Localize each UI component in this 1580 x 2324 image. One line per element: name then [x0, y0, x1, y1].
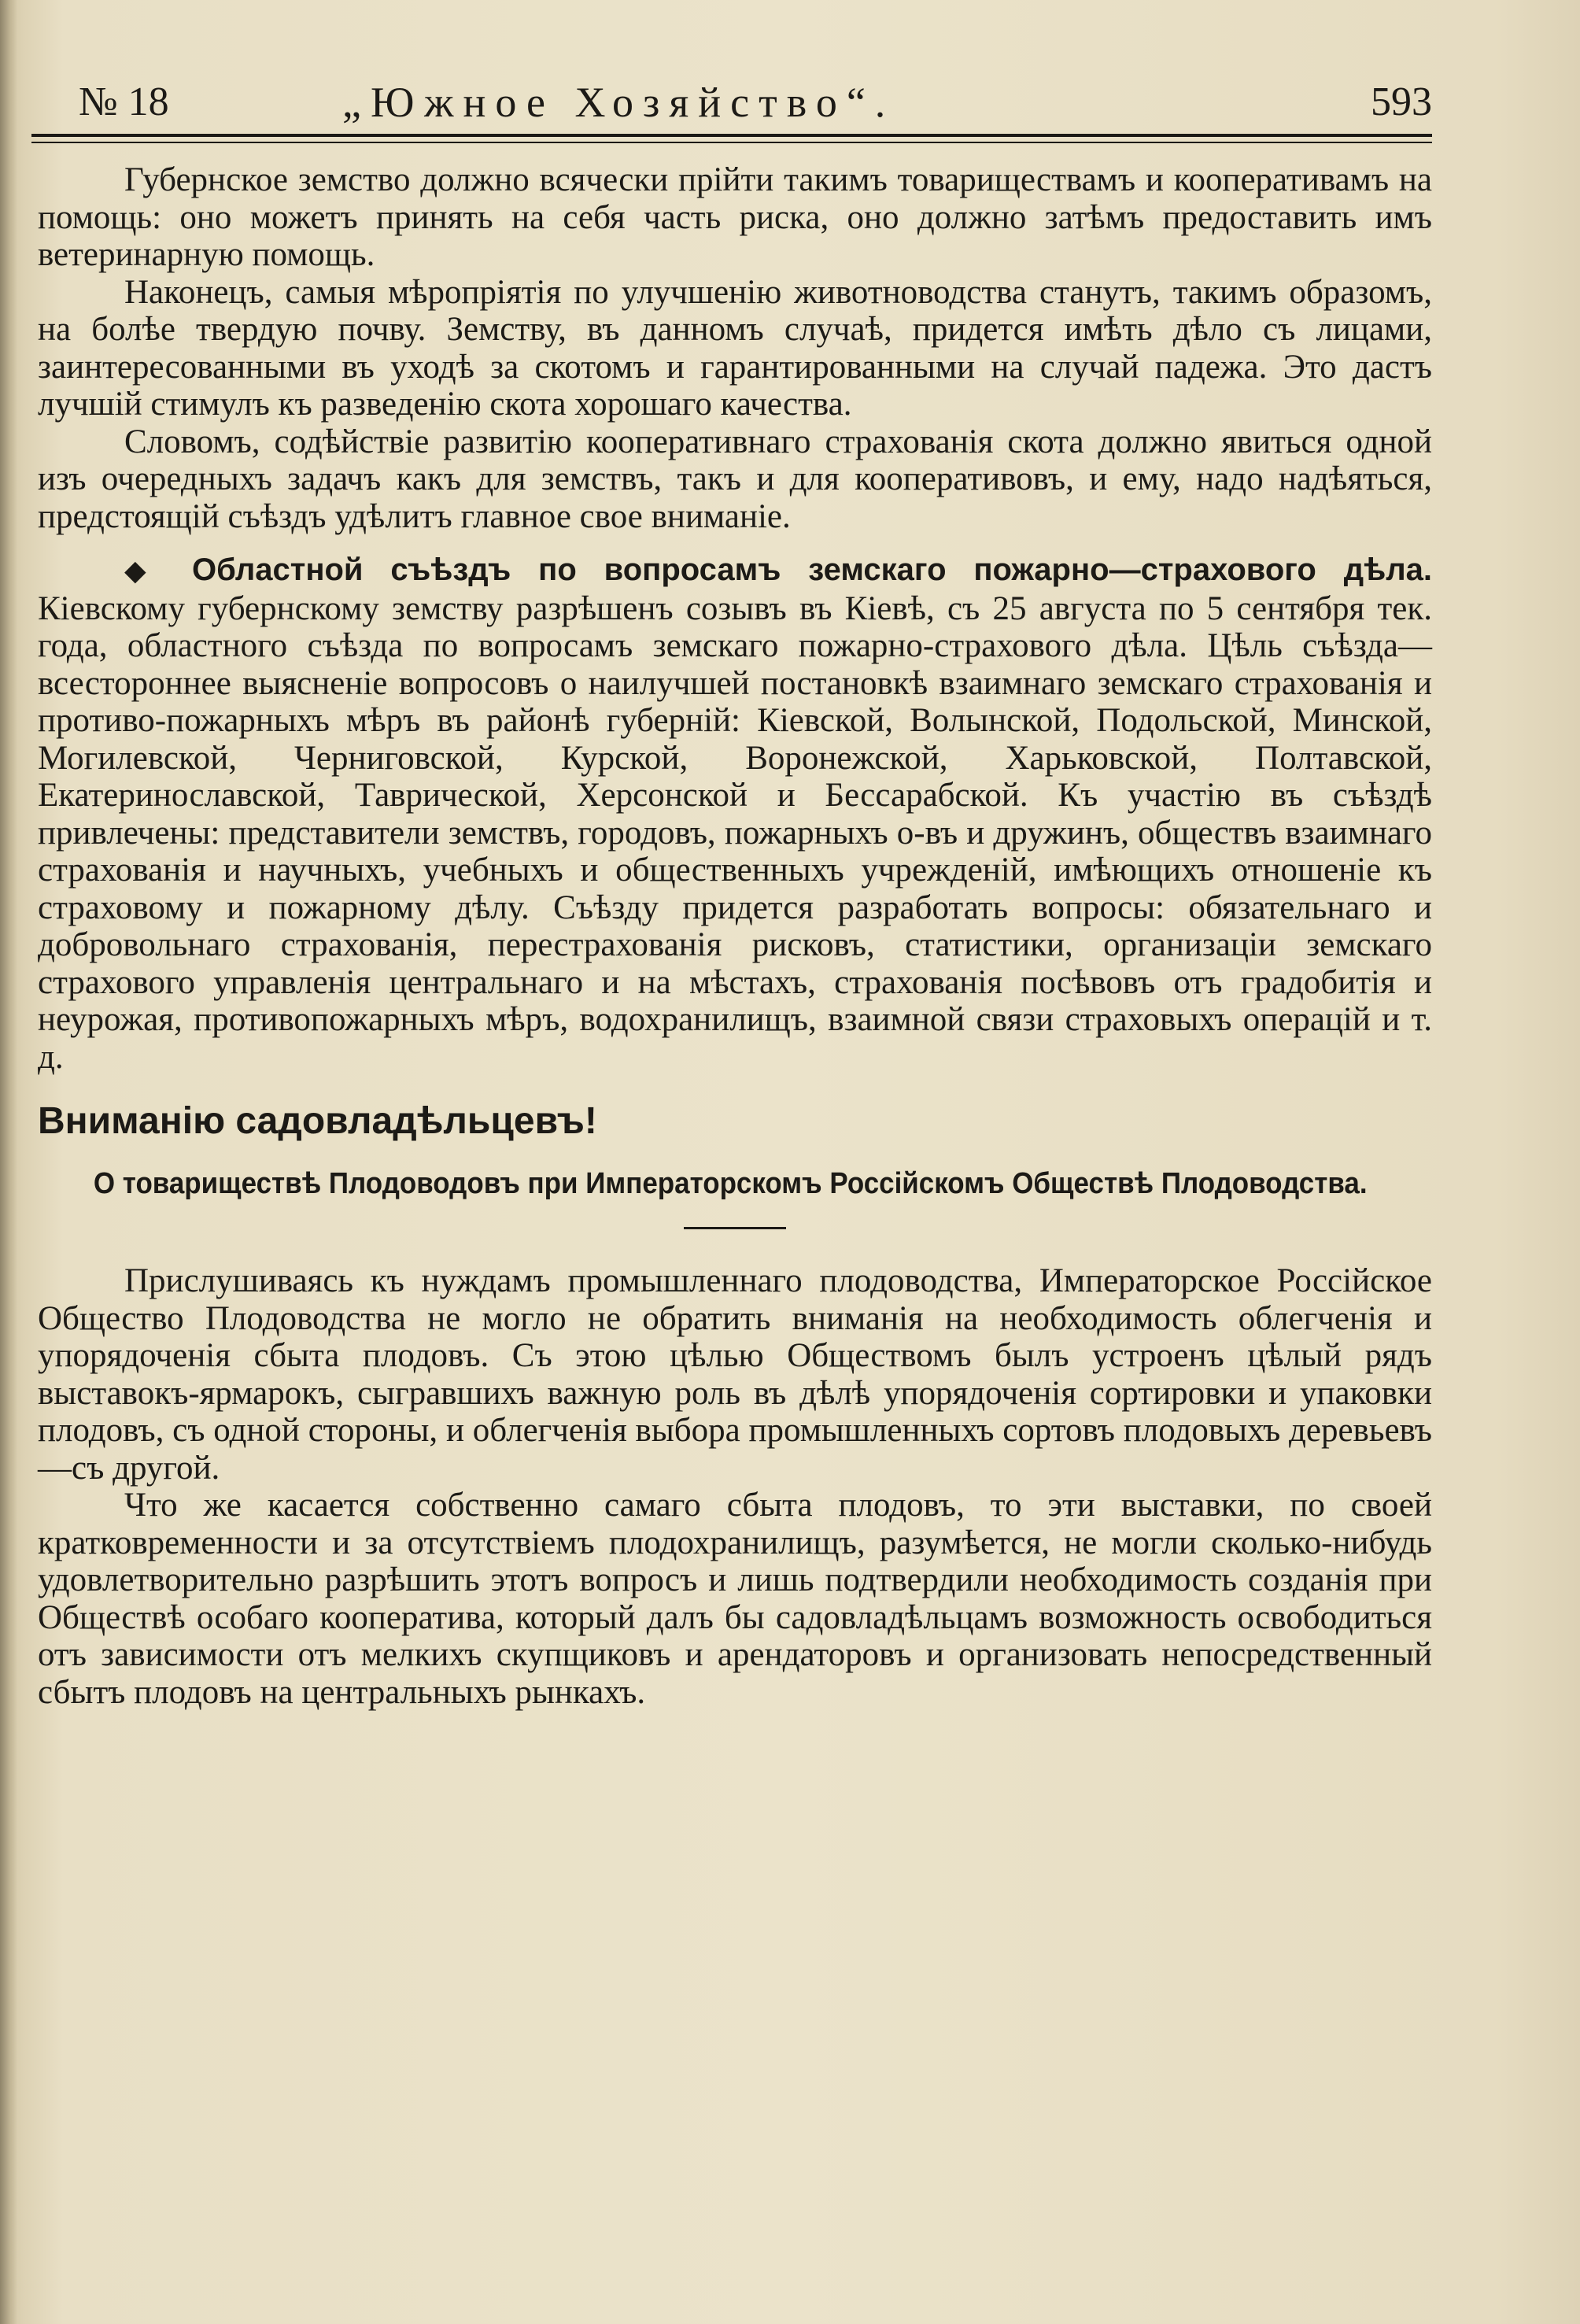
section-divider — [684, 1227, 786, 1229]
news-title: Областной съѣздъ по вопросамъ земскаго пожарно—страхового дѣла. — [192, 552, 1432, 587]
spacer — [38, 535, 1432, 551]
diamond-icon: ◆ — [124, 555, 165, 586]
paragraph: Словомъ, содѣйствіе развитію кооперативнаго страхованія скота должно явиться одной изъ очередныхъ задачъ какъ для земствъ, такъ и для кооперативовъ, и ему, надо надѣяться, предстоящій съѣздъ удѣлитъ главное свое вниманіе. — [38, 423, 1432, 535]
header-rule-thick — [31, 134, 1432, 137]
paragraph: Губернское земство должно всячески прійти такимъ товариществамъ и кооперативамъ на помощь: оно можетъ принять на себя часть риска, оно должно затѣмъ предоставить имъ ветеринарную помощь. — [38, 161, 1432, 273]
paragraph: Что же касается собственно самаго сбыта плодовъ, то эти выставки, по своей кратковременности и за отсутствіемъ плодохранилищъ, разумѣется, не могли сколько-нибудь удовлетворительно разрѣшить этотъ вопросъ и лишь подтвердили необходимость созданія при Обществѣ особаго кооператива, который далъ бы садовладѣльцамъ возможность освободиться отъ зависимости отъ мелкихъ скупщиковъ и арендаторовъ и организовать непосредственный сбытъ плодовъ на центральныхъ рынкахъ. — [38, 1487, 1432, 1711]
article-body — [38, 161, 1432, 2286]
paragraph: Прислушиваясь къ нуждамъ промышленнаго плодоводства, Императорское Россійское Общество Плодоводства не могло не обратить вниманія на необходимость облегченія и упорядоченія сбыта плодовъ. Съ этою цѣлью Обществомъ былъ устроенъ цѣлый рядъ выставокъ-ярмарокъ, сыгравшихъ важную роль въ дѣлѣ упорядоченія сортировки и упаковки плодовъ, съ одной стороны, и облегченія выбора промышленныхъ сортовъ плодовыхъ деревьевъ—съ другой. — [38, 1262, 1432, 1487]
issue-number: № 18 — [79, 79, 169, 124]
running-header — [31, 71, 1432, 134]
journal-title: „Южное Хозяйство“. — [342, 79, 895, 126]
header-rule-thin — [31, 142, 1432, 143]
announcement-subheading: О товариществѣ Плодоводовъ при Императорскомъ Россійскомъ Обществѣ Плодоводства. — [93, 1167, 1368, 1200]
page-number: 593 — [1371, 79, 1432, 124]
news-item — [38, 551, 1432, 1076]
book-spine-edge — [0, 0, 17, 2324]
paragraph: Наконецъ, самыя мѣропріятія по улучшенію животноводства станутъ, такимъ образомъ, на болѣе твердую почву. Земству, въ данномъ случаѣ, придется имѣть дѣло съ лицами, заинтересованными въ уходѣ за скотомъ и гарантированными на случай падежа. Это дастъ лучшій стимулъ къ разведенію скота хорошаго качества. — [38, 273, 1432, 423]
news-text: Кіевскому губернскому земству разрѣшенъ созывъ въ Кіевѣ, съ 25 августа по 5 сентября тек. года, областного съѣзда по вопросамъ земскаго пожарно-страхового дѣла. Цѣль съѣзда—всестороннее выясненіе вопросовъ о наилучшей постановкѣ взаимнаго земскаго страхованія и противо-пожарныхъ мѣръ въ районѣ губерній: Кіевской, Волынской, Подольской, Минской, Могилевской, Черниговской, Курской, Воронежской, Харьковской, Полтавской, Екатеринославской, Таврической, Херсонской и Бессарабской. Къ участію въ съѣздѣ привлечены: представители земствъ, городовъ, пожарныхъ о-въ и дружинъ, обществъ взаимнаго страхованія и научныхъ, учебныхъ и общественныхъ учрежденій, имѣющихъ отношеніе къ страховому и пожарному дѣлу. Съѣзду придется разработать вопросы: обязательнаго и добровольнаго страхованія, перестрахованія рисковъ, статистики, организаціи земскаго страхового управленія центральнаго и на мѣстахъ, страхованія посѣвовъ отъ градобитія и неурожая, противопожарныхъ мѣръ, водохранилищъ, взаимной связи страховыхъ операцій и т. д. — [38, 589, 1432, 1076]
announcement-heading: Вниманію садовладѣльцевъ! — [38, 1100, 597, 1142]
